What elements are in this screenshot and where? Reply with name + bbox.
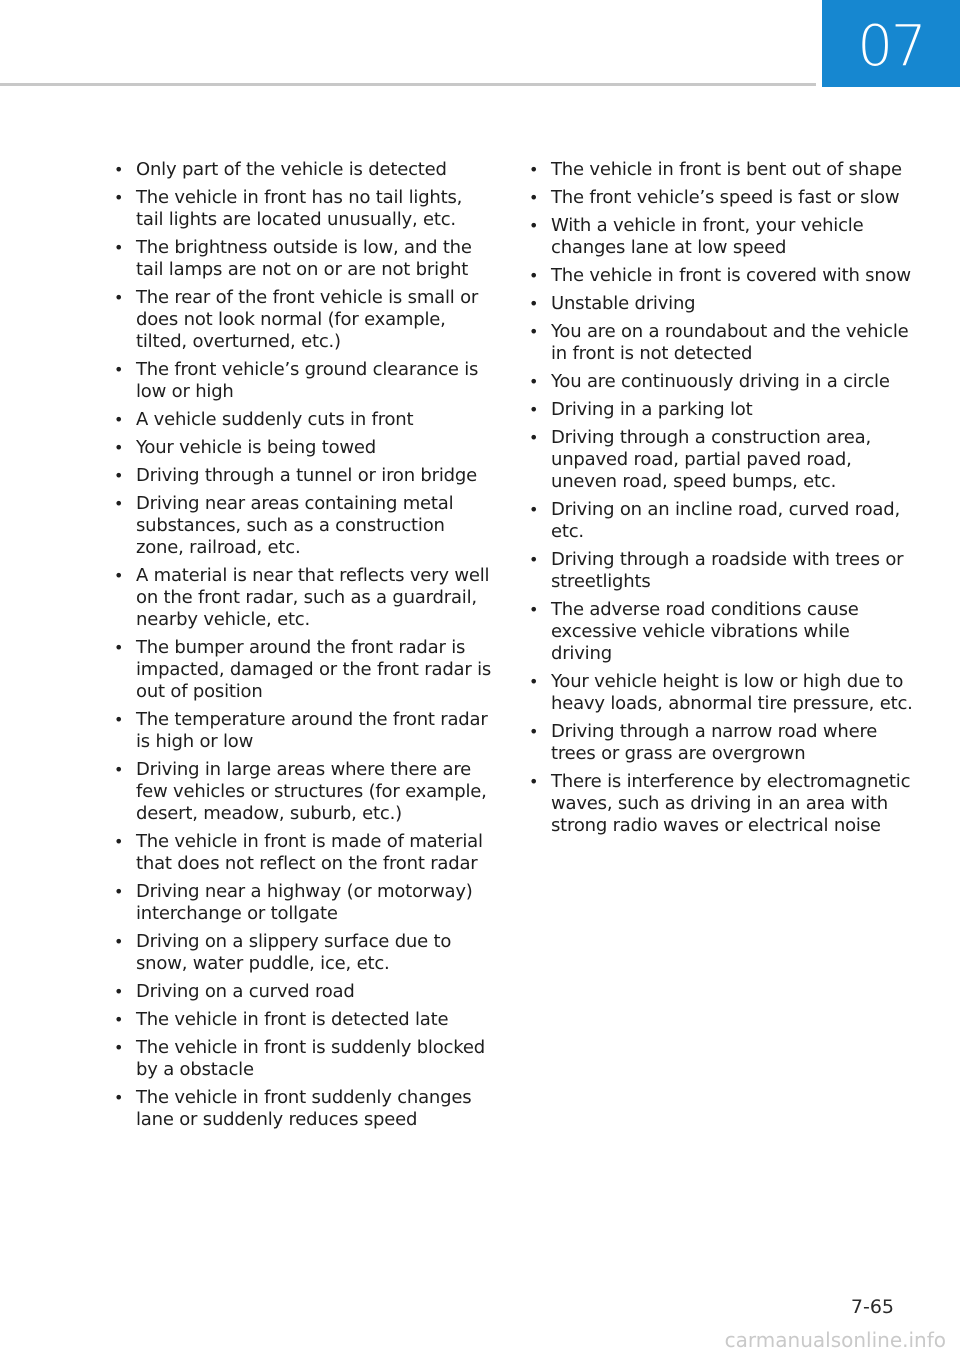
bullet-icon: • bbox=[114, 882, 124, 901]
bullet-icon: • bbox=[529, 266, 539, 285]
list-item-text: You are on a roundabout and the vehicle in front is not detected bbox=[551, 321, 909, 364]
bullet-icon: • bbox=[529, 372, 539, 391]
bullet-icon: • bbox=[114, 494, 124, 513]
bullet-icon: • bbox=[114, 160, 124, 179]
list-item bbox=[525, 399, 913, 421]
list-item-text: Your vehicle height is low or high due to heavy loads, abnormal tire pressure, etc. bbox=[551, 671, 913, 714]
bullet-icon: • bbox=[114, 1088, 124, 1107]
list-item-text: The front vehicle’s speed is fast or slow bbox=[551, 187, 900, 208]
bullet-icon: • bbox=[529, 160, 539, 179]
bullet-icon: • bbox=[114, 1038, 124, 1057]
list-item bbox=[110, 159, 492, 181]
list-item bbox=[110, 1087, 492, 1131]
right-bullet-list bbox=[525, 159, 913, 843]
bullet-icon: • bbox=[529, 216, 539, 235]
list-item bbox=[110, 637, 492, 703]
list-item bbox=[110, 759, 492, 825]
list-item bbox=[110, 237, 492, 281]
bullet-icon: • bbox=[114, 238, 124, 257]
bullet-icon: • bbox=[114, 1010, 124, 1029]
bullet-icon: • bbox=[114, 566, 124, 585]
list-item-text: A vehicle suddenly cuts in front bbox=[136, 409, 414, 430]
list-item bbox=[110, 1009, 492, 1031]
bullet-icon: • bbox=[529, 772, 539, 791]
list-item bbox=[110, 1037, 492, 1081]
bullet-icon: • bbox=[529, 550, 539, 569]
list-item-text: The brightness outside is low, and the tail lamps are not on or are not bright bbox=[136, 237, 472, 280]
bullet-icon: • bbox=[114, 410, 124, 429]
list-item-text: A material is near that reflects very well on the front radar, such as a guardrail, nearby vehicle, etc. bbox=[136, 565, 490, 630]
bullet-icon: • bbox=[529, 722, 539, 741]
list-item bbox=[525, 293, 913, 315]
list-item bbox=[525, 187, 913, 209]
list-item-text: Unstable driving bbox=[551, 293, 696, 314]
list-item-text: There is interference by electromagnetic waves, such as driving in an area with strong radio waves or electrical noise bbox=[551, 771, 911, 836]
list-item-text: The vehicle in front is covered with snow bbox=[551, 265, 911, 286]
bullet-icon: • bbox=[114, 760, 124, 779]
list-item-text: The vehicle in front has no tail lights, tail lights are located unusually, etc. bbox=[136, 187, 463, 230]
list-item bbox=[110, 493, 492, 559]
bullet-icon: • bbox=[114, 188, 124, 207]
bullet-icon: • bbox=[529, 322, 539, 341]
bullet-icon: • bbox=[529, 400, 539, 419]
bullet-icon: • bbox=[529, 600, 539, 619]
list-item bbox=[110, 831, 492, 875]
bullet-icon: • bbox=[529, 294, 539, 313]
list-item-text: Only part of the vehicle is detected bbox=[136, 159, 447, 180]
bullet-icon: • bbox=[114, 638, 124, 657]
list-item-text: Driving through a narrow road where trees or grass are overgrown bbox=[551, 721, 878, 764]
list-item-text: The vehicle in front is detected late bbox=[136, 1009, 449, 1030]
list-item-text: The vehicle in front is bent out of shape bbox=[551, 159, 902, 180]
list-item bbox=[525, 721, 913, 765]
list-item bbox=[525, 215, 913, 259]
list-item bbox=[110, 359, 492, 403]
list-item bbox=[110, 981, 492, 1003]
list-item bbox=[525, 549, 913, 593]
watermark: carmanualsonline.info bbox=[724, 1328, 946, 1352]
list-item bbox=[110, 409, 492, 431]
list-item-text: Driving through a roadside with trees or streetlights bbox=[551, 549, 904, 592]
list-item bbox=[525, 427, 913, 493]
list-item bbox=[110, 931, 492, 975]
list-item bbox=[525, 771, 913, 837]
list-item bbox=[525, 265, 913, 287]
list-item-text: Driving through a construction area, unpaved road, partial paved road, uneven road, speed bumps, etc. bbox=[551, 427, 871, 492]
bullet-icon: • bbox=[114, 438, 124, 457]
list-item-text: The vehicle in front suddenly changes lane or suddenly reduces speed bbox=[136, 1087, 472, 1130]
chapter-tab: 07 bbox=[822, 0, 960, 87]
list-item bbox=[525, 371, 913, 393]
list-item-text: The temperature around the front radar is high or low bbox=[136, 709, 488, 752]
list-item bbox=[525, 499, 913, 543]
page-number: 7-65 bbox=[850, 1296, 894, 1318]
list-item-text: Driving near a highway (or motorway) interchange or tollgate bbox=[136, 881, 473, 924]
list-item-text: With a vehicle in front, your vehicle changes lane at low speed bbox=[551, 215, 864, 258]
bullet-icon: • bbox=[114, 466, 124, 485]
bullet-icon: • bbox=[114, 832, 124, 851]
list-item bbox=[110, 437, 492, 459]
list-item bbox=[110, 465, 492, 487]
list-item-text: Driving through a tunnel or iron bridge bbox=[136, 465, 477, 486]
list-item-text: Your vehicle is being towed bbox=[136, 437, 377, 458]
list-item bbox=[525, 599, 913, 665]
bullet-icon: • bbox=[114, 932, 124, 951]
list-item bbox=[110, 287, 492, 353]
header-rule bbox=[0, 83, 816, 86]
list-item-text: Driving in large areas where there are few vehicles or structures (for example, desert, meadow, suburb, etc.) bbox=[136, 759, 487, 824]
left-bullet-list bbox=[110, 159, 492, 1137]
list-item bbox=[110, 565, 492, 631]
list-item-text: Driving on a slippery surface due to snow, water puddle, ice, etc. bbox=[136, 931, 452, 974]
list-item-text: Driving in a parking lot bbox=[551, 399, 753, 420]
bullet-icon: • bbox=[114, 982, 124, 1001]
list-item bbox=[110, 187, 492, 231]
bullet-icon: • bbox=[529, 672, 539, 691]
bullet-icon: • bbox=[114, 288, 124, 307]
bullet-icon: • bbox=[529, 500, 539, 519]
list-item-text: The adverse road conditions cause excessive vehicle vibrations while driving bbox=[551, 599, 859, 664]
list-item bbox=[110, 881, 492, 925]
list-item-text: Driving near areas containing metal substances, such as a construction zone, railroad, etc. bbox=[136, 493, 454, 558]
list-item-text: The rear of the front vehicle is small or does not look normal (for example, tilted, overturned, etc.) bbox=[136, 287, 479, 352]
list-item-text: Driving on a curved road bbox=[136, 981, 355, 1002]
list-item-text: The vehicle in front is made of material that does not reflect on the front radar bbox=[136, 831, 483, 874]
bullet-icon: • bbox=[114, 710, 124, 729]
list-item-text: You are continuously driving in a circle bbox=[551, 371, 890, 392]
list-item-text: The front vehicle’s ground clearance is low or high bbox=[136, 359, 479, 402]
list-item bbox=[525, 671, 913, 715]
bullet-icon: • bbox=[529, 188, 539, 207]
list-item-text: The vehicle in front is suddenly blocked by a obstacle bbox=[136, 1037, 485, 1080]
bullet-icon: • bbox=[529, 428, 539, 447]
list-item bbox=[525, 321, 913, 365]
list-item bbox=[110, 709, 492, 753]
list-item bbox=[525, 159, 913, 181]
bullet-icon: • bbox=[114, 360, 124, 379]
list-item-text: The bumper around the front radar is impacted, damaged or the front radar is out of position bbox=[136, 637, 492, 702]
list-item-text: Driving on an incline road, curved road, etc. bbox=[551, 499, 900, 542]
